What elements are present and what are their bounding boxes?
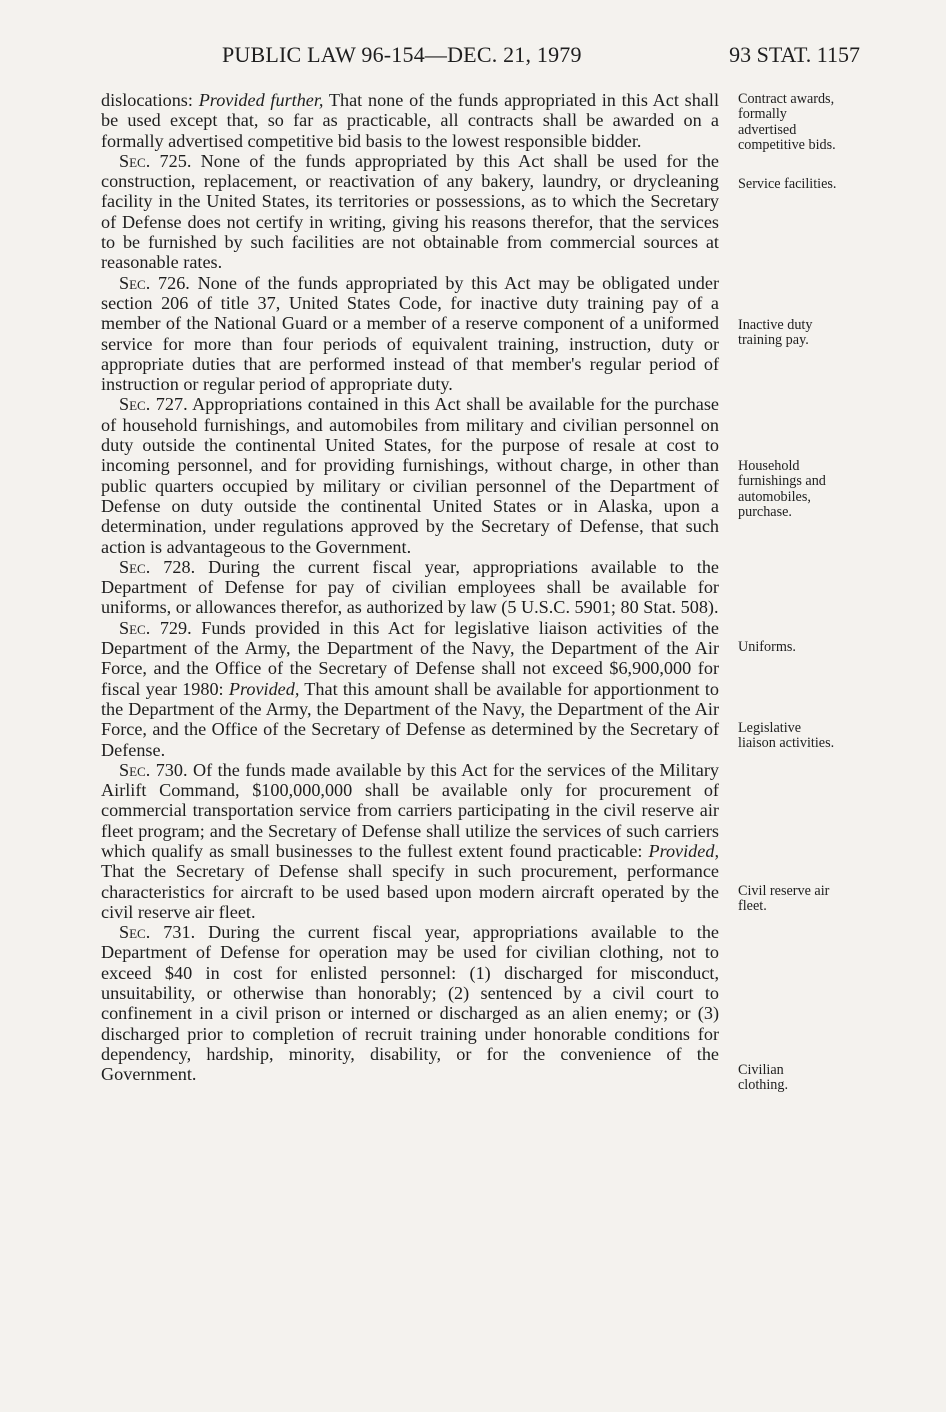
section-label: Sec. 729. xyxy=(119,617,192,638)
margin-note-uniforms: Uniforms. xyxy=(738,639,796,655)
section-728: Sec. 728. During the current fiscal year, appropriations available to the Department of Defense for pay of civilian employees shall be available for uniforms, or allowances therefor, as authorized by law (5 U.S.C. 5901; 80 Stat. 508). xyxy=(101,556,719,618)
margin-note-civilian-clothing: Civilian clothing. xyxy=(738,1062,789,1094)
margin-note-contract-awards: Contract awards, formally advertised competitive bids. xyxy=(738,91,836,154)
section-730: Sec. 730. Of the funds made available by this Act for the services of the Military Airlift Command, $100,000,000 shall be available only for procurement of commercial transportation service from carriers participating in the civil reserve air fleet program; and the Secretary of Defense shall utilize the services of such carriers which qualify as small businesses to the fullest extent found practicable: Provided, That the Secretary of Defense shall specify in such procurement, performance characteristics for aircraft to be used based upon modern aircraft operated by the civil reserve air fleet. xyxy=(101,759,719,922)
page-header-title: PUBLIC LAW 96-154—DEC. 21, 1979 xyxy=(222,42,582,67)
section-label: Sec. 730. xyxy=(119,759,188,780)
section-731: Sec. 731. During the current fiscal year, appropriations available to the Department of Defense for operation may be used for civilian clothing, not to exceed $40 in cost for enlisted personnel: (1) discharged for misconduct, unsuitability, or otherwise than honorably; (2) sentenced by a civil court to confinement in a civil prison or interned or discharged as an alien enemy; or (3) discharged prior to completion of recruit training under honorable conditions for dependency, hardship, minority, disability, or for the convenience of the Government. xyxy=(101,922,719,1085)
margin-note-inactive-duty: Inactive duty training pay. xyxy=(738,317,813,349)
section-label: Sec. 731. xyxy=(119,922,196,943)
margin-note-service-facilities: Service facilities. xyxy=(738,176,837,192)
section-label: Sec. 726. xyxy=(119,272,190,293)
margin-note-legislative-liaison: Legislative liaison activities. xyxy=(738,720,835,752)
section-725: Sec. 725. None of the funds appropriated by this Act shall be used for the construction, replacement, or reactivation of any bakery, laundry, or drycleaning facility in the United States, its territories or possessions, as to which the Secretary of Defense does not certify in writing, giving his reasons therefor, that the services to be furnished by such facilities are not obtainable from commercial sources at reasonable rates. xyxy=(101,150,719,273)
paragraph-continuation: dislocations: Provided further, That none of the funds appropriated in this Act shall be used except that, so far as practicable, all contracts shall be awarded on a formally advertised competitive bid basis to the lowest responsible bidder. xyxy=(101,90,719,151)
section-label: Sec. 725. xyxy=(119,150,192,171)
section-label: Sec. 727. xyxy=(119,394,188,415)
section-label: Sec. 728. xyxy=(119,556,196,577)
section-729: Sec. 729. Funds provided in this Act for legislative liaison activities of the Department of the Army, the Department of the Navy, the Department of the Air Force, and the Office of the Secretary of Defense shall not exceed $6,900,000 for fiscal year 1980: Provided, That this amount shall be available for apportionment to the Department of the Army, the Department of the Navy, the Department of the Air Force, and the Office of the Secretary of Defense as determined by the Secretary of Defense. xyxy=(101,617,719,760)
margin-note-civil-reserve-air-fleet: Civil reserve air fleet. xyxy=(738,883,830,915)
section-726: Sec. 726. None of the funds appropriated by this Act may be obligated under section 206 of title 37, United States Code, for inactive duty training pay of a member of the National Guard or a member of a reserve component of a uniformed service for more than four periods of equivalent training, instruction, duty or appropriate duties that are performed instead of that member's regular period of instruction or regular period of appropriate duty. xyxy=(101,272,720,395)
margin-note-household-furnishings: Household furnishings and automobiles, purchase. xyxy=(738,458,826,521)
section-727: Sec. 727. Appropriations contained in this Act shall be available for the purchase of household furnishings, and automobiles from military and civilian personnel on duty outside the continental United States, for the purpose of resale at cost to incoming personnel, and for providing furnishings, without charge, in other than public quarters occupied by military or civilian personnel of the Department of Defense on duty outside the continental United States or in Alaska, upon a determination, under regulations approved by the Secretary of Defense, that such action is advantageous to the Government. xyxy=(101,394,719,557)
page-header-stat: 93 STAT. 1157 xyxy=(729,42,860,67)
body-text xyxy=(101,90,719,1085)
